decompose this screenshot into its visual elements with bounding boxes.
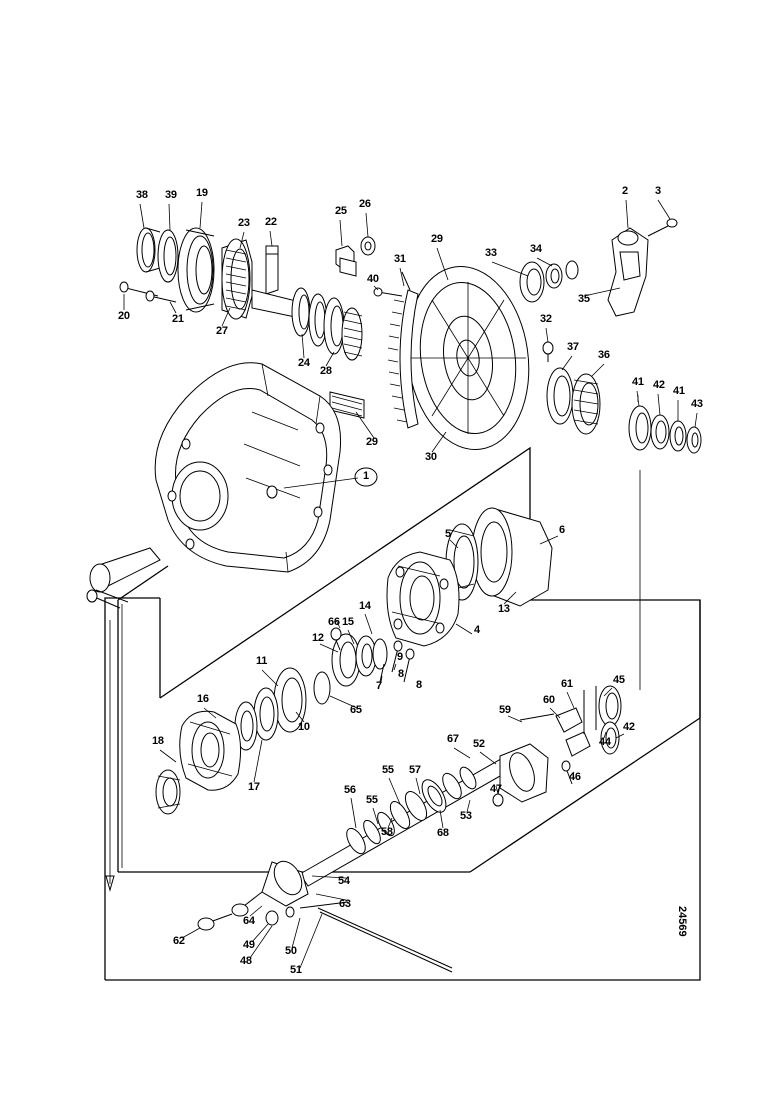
callout-52: 52	[473, 738, 485, 750]
seal-and-speedo-gear	[547, 368, 600, 434]
callout-32: 32	[540, 313, 552, 325]
callout-11: 11	[256, 655, 268, 667]
callout-31: 31	[394, 253, 406, 265]
callout-39: 39	[165, 189, 177, 201]
callout-22: 22	[265, 216, 277, 228]
callout-30: 30	[425, 451, 437, 463]
callout-15: 15	[342, 616, 354, 628]
callout-18: 18	[152, 735, 164, 747]
callout-64: 64	[243, 915, 255, 927]
callout-14: 14	[359, 600, 371, 612]
callout-23: 23	[238, 217, 250, 229]
callout-27: 27	[216, 325, 228, 337]
callout-67: 67	[447, 733, 459, 745]
callout-16: 16	[197, 693, 209, 705]
callout-2: 2	[622, 185, 628, 197]
callout-35: 35	[578, 293, 590, 305]
callout-58: 58	[381, 826, 393, 838]
callout-53: 53	[460, 810, 472, 822]
right-bearing-stack	[629, 395, 701, 690]
callout-5: 5	[445, 528, 451, 540]
pinion-bearing-stack	[120, 228, 402, 360]
callout-10: 10	[298, 721, 310, 733]
callout-56: 56	[344, 784, 356, 796]
figure-code: 24569	[676, 906, 688, 937]
callout-50: 50	[285, 945, 297, 957]
callout-12: 12	[312, 632, 324, 644]
callout-47: 47	[490, 783, 502, 795]
callout-13: 13	[498, 603, 510, 615]
callout-1: 1	[363, 470, 369, 482]
callout-24: 24	[298, 357, 310, 369]
callout-55-lower: 55	[366, 794, 378, 806]
callout-48: 48	[240, 955, 252, 967]
callout-29-lower: 29	[366, 436, 378, 448]
callout-57: 57	[409, 764, 421, 776]
callout-8-b: 8	[416, 679, 422, 691]
callout-45: 45	[613, 674, 625, 686]
callout-8-a: 8	[398, 668, 404, 680]
callout-59: 59	[499, 704, 511, 716]
callout-4: 4	[474, 624, 480, 636]
callout-37: 37	[567, 341, 579, 353]
callout-43: 43	[691, 398, 703, 410]
callout-41-lower: 41	[673, 385, 685, 397]
callout-19: 19	[196, 187, 208, 199]
callout-20: 20	[118, 310, 130, 322]
callout-62: 62	[173, 935, 185, 947]
callout-7: 7	[376, 680, 382, 692]
callout-9: 9	[397, 651, 403, 663]
callout-41-upper: 41	[632, 376, 644, 388]
callout-63: 63	[339, 898, 351, 910]
callout-49: 49	[243, 939, 255, 951]
callout-29: 29	[431, 233, 443, 245]
shift-fork-yoke-group	[520, 219, 677, 362]
callout-34: 34	[530, 243, 542, 255]
callout-68: 68	[437, 827, 449, 839]
callout-66: 66	[328, 616, 340, 628]
callout-46: 46	[569, 771, 581, 783]
callout-65: 65	[350, 704, 362, 716]
callout-36: 36	[598, 349, 610, 361]
differential-case-ring-gear	[330, 259, 540, 458]
callout-25: 25	[335, 205, 347, 217]
callout-40: 40	[367, 273, 379, 285]
callout-38: 38	[136, 189, 148, 201]
callout-6: 6	[559, 524, 565, 536]
callout-17: 17	[248, 781, 260, 793]
callout-26: 26	[359, 198, 371, 210]
callout-42-lower: 42	[623, 721, 635, 733]
callout-3: 3	[655, 185, 661, 197]
callout-44: 44	[599, 736, 611, 748]
callout-51: 51	[290, 964, 302, 976]
callout-33: 33	[485, 247, 497, 259]
callout-60: 60	[543, 694, 555, 706]
callout-55-upper: 55	[382, 764, 394, 776]
callout-21: 21	[172, 313, 184, 325]
callout-61: 61	[561, 678, 573, 690]
frame-pointer-arrows	[106, 604, 122, 890]
callout-54: 54	[338, 875, 350, 887]
callout-42-upper: 42	[653, 379, 665, 391]
callout-28: 28	[320, 365, 332, 377]
